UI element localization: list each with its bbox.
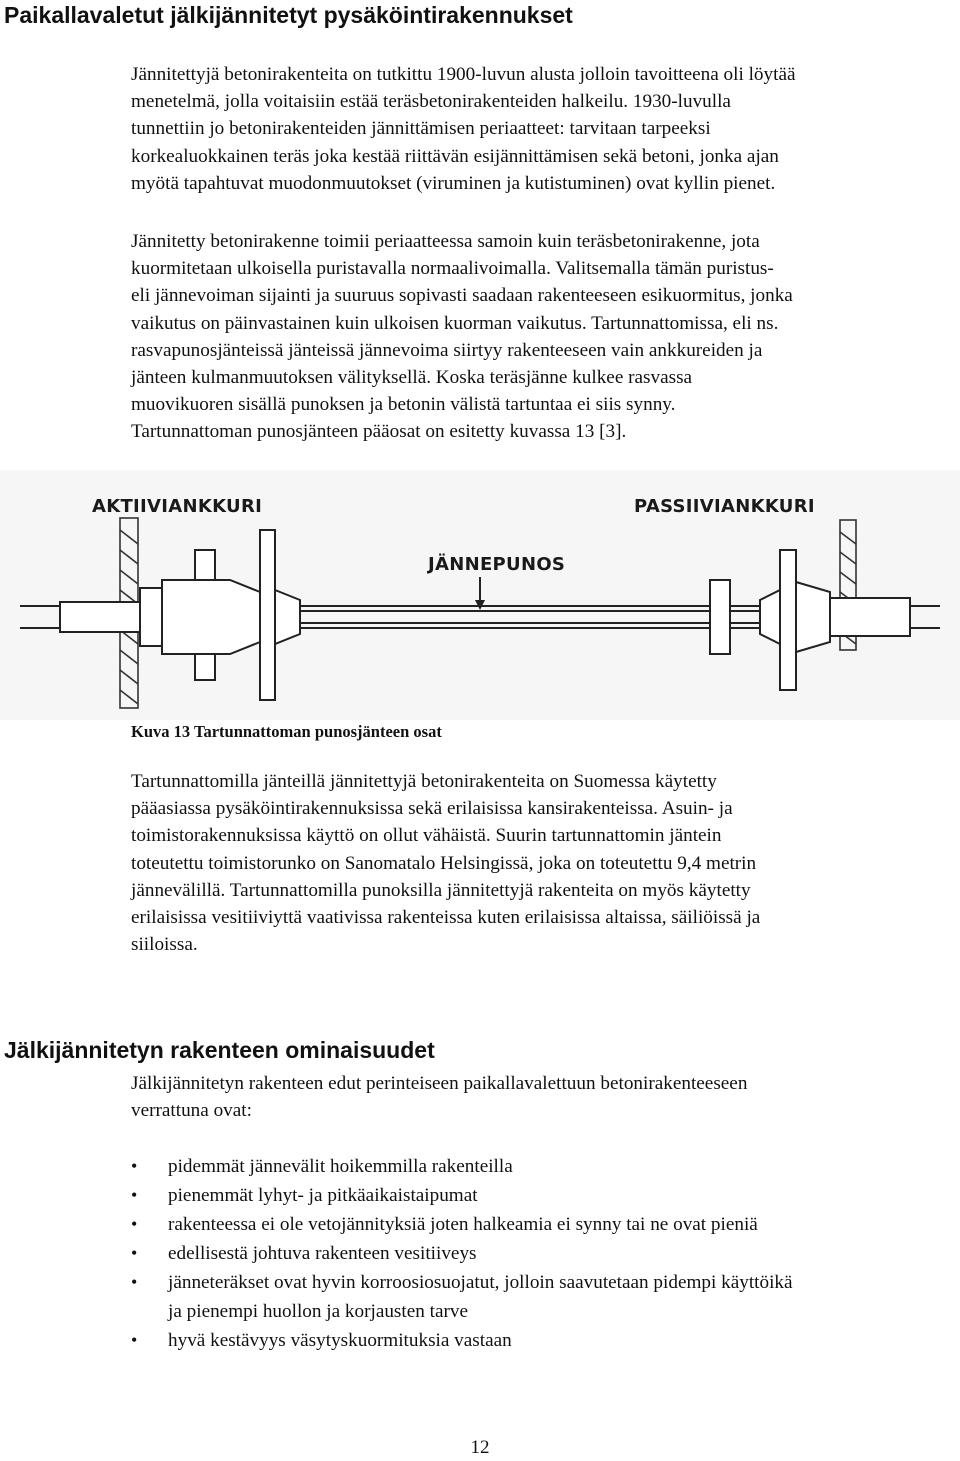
text-line: Tartunnattoman punosjänteen pääosat on esitetty kuvassa 13 [3]. (131, 421, 627, 443)
list-item-text: rakenteessa ei ole vetojännityksiä joten halkeamia ei synny tai ne ovat pieniä (168, 1214, 758, 1235)
bullet-icon: • (131, 1272, 138, 1292)
figure-caption: Kuva 13 Tartunnattoman punosjänteen osat (131, 722, 442, 741)
tendon-figure (0, 470, 960, 720)
paragraph-intro (131, 1070, 957, 1124)
bullet-icon: • (131, 1243, 138, 1263)
text-line: toimistorakennuksissa käyttö on ollut vähäistä. Suurin tartunnattomin jäntein (131, 825, 722, 847)
text-line: rasvapunosjänteissä jänteissä jännevoima siirtyy rakenteeseen vain ankkureiden ja (131, 339, 763, 361)
text-line: korkealuokkainen teräs joka kestää riittävän esijännittämisen sekä betoni, jonka ajan (131, 145, 779, 167)
bullet-icon: • (131, 1185, 138, 1205)
list-item-text: hyvä kestävyys väsytyskuormituksia vastaan (168, 1330, 512, 1351)
list-item (131, 1239, 957, 1268)
benefits-list (131, 1152, 957, 1355)
list-item-text: pidemmät jännevälit hoikemmilla rakenteilla (168, 1156, 513, 1177)
list-item-text: edellisestä johtuva rakenteen vesitiiveys (168, 1243, 477, 1264)
text-line: pääasiassa pysäköintirakennuksissa sekä erilaisissa kansirakenteissa. Asuin- ja (131, 798, 733, 820)
list-item (131, 1210, 957, 1239)
bullet-icon: • (131, 1214, 138, 1234)
text-line: toteutettu toimistorunko on Sanomatalo Helsingissä, joka on toteutettu 9,4 metrin (131, 852, 757, 874)
text-line: Jännitettyjä betonirakenteita on tutkittu 1900-luvun alusta jolloin tavoitteena oli löytää (131, 64, 796, 85)
paragraph-history (131, 61, 957, 197)
text-line: Jälkijännitetyn rakenteen edut perinteiseen paikallavalettuun betonirakenteeseen (131, 1073, 748, 1094)
text-line: muovikuoren sisällä punoksen ja betonin välistä tartuntaa ei siis synny. (131, 394, 676, 416)
list-item-text: pienemmät lyhyt- ja pitkäaikaistaipumat (168, 1185, 478, 1206)
paragraph-principle (131, 228, 957, 446)
section-heading: Jälkijännitetyn rakenteen ominaisuudet (4, 1037, 435, 1063)
list-item (131, 1268, 957, 1326)
text-line: myötä tapahtuvat muodonmuutokset (viruminen ja kutistuminen) ovat kyllin pienet. (131, 172, 776, 194)
text-line: vaikutus on päinvastainen kuin ulkoisen kuorman vaikutus. Tartunnattomissa, eli ns. (131, 312, 779, 334)
figure-label-passive-anchor: PASSIIVIANKKURI (634, 496, 815, 517)
text-line: eli jännevoiman sijainti ja suuruus sopivasti saadaan rakenteeseen esikuormitus, jonka (131, 285, 793, 307)
tendon-diagram (0, 470, 960, 720)
text-line: Jännitetty betonirakenne toimii periaatteessa samoin kuin teräsbetonirakenne, jota (131, 231, 760, 252)
text-line: verrattuna ovat: (131, 1100, 252, 1122)
page-number: 12 (470, 1437, 490, 1458)
paragraph-usage (131, 768, 957, 958)
list-item-text: jänneteräkset ovat hyvin korroosiosuojatut, jolloin saavutetaan pidempi käyttöikä (168, 1272, 793, 1293)
list-item (131, 1152, 957, 1181)
section-heading: Paikallavaletut jälkijännitetyt pysäköintirakennukset (4, 2, 573, 28)
list-item (131, 1181, 957, 1210)
text-line: siiloissa. (131, 934, 198, 956)
text-line: erilaisissa vesitiiviyttä vaativissa rakenteissa kuten erilaisissa altaissa, säiliöissä ja (131, 907, 761, 929)
bullet-icon: • (131, 1156, 138, 1176)
bullet-icon: • (131, 1330, 138, 1350)
figure-label-active-anchor: AKTIIVIANKKURI (92, 496, 263, 517)
text-line: kuormitetaan ulkoisella puristavalla normaalivoimalla. Valitsemalla tämän puristus- (131, 258, 774, 280)
list-item (131, 1326, 957, 1355)
text-line: tunnettiin jo betonirakenteiden jännittämisen periaatteet: tarvitaan tarpeeksi (131, 118, 711, 140)
list-item-text: ja pienempi huollon ja korjausten tarve (168, 1301, 468, 1322)
text-line: Tartunnattomilla jänteillä jännitettyjä betonirakenteita on Suomessa käytetty (131, 771, 717, 792)
text-line: jänteen kulmanmuutoksen välityksellä. Koska teräsjänne kulkee rasvassa (131, 367, 693, 389)
figure-label-tendon: JÄNNEPUNOS (428, 554, 566, 575)
text-line: menetelmä, jolla voitaisiin estää teräsbetonirakenteiden halkeilu. 1930-luvulla (131, 91, 731, 113)
text-line: jännevälillä. Tartunnattomilla punoksilla jännitettyjä rakenteita on myös käytetty (131, 879, 751, 901)
